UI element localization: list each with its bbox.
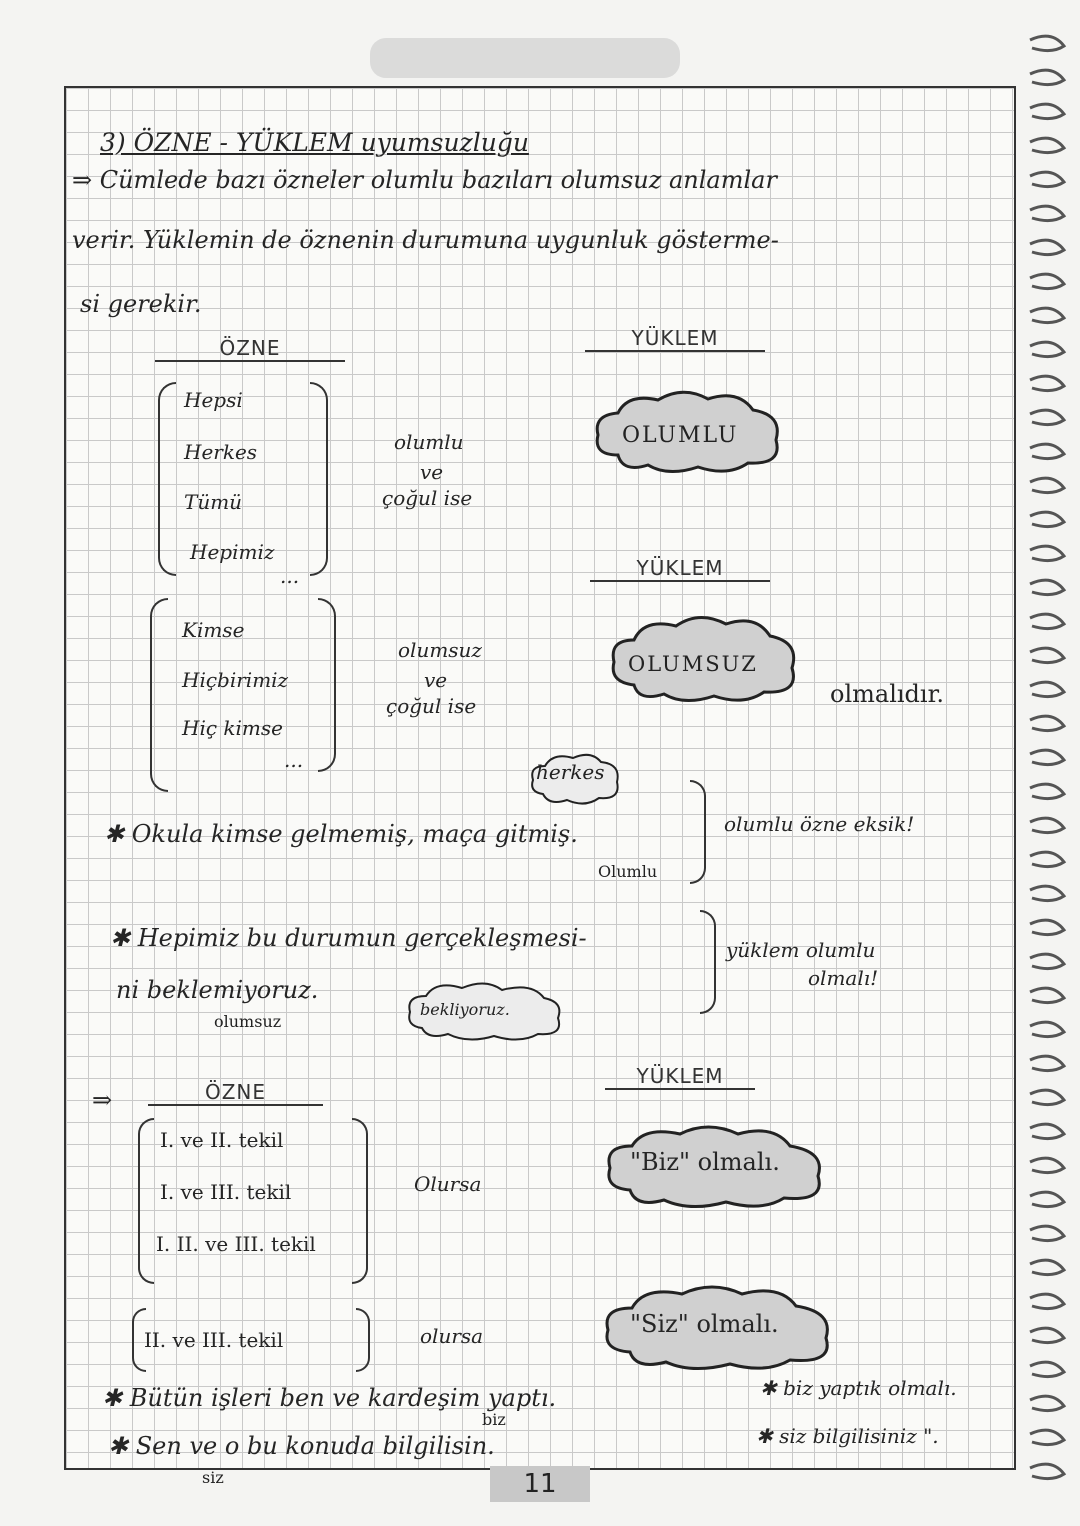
condition-text: çoğul ise [386, 694, 477, 718]
spiral-ring [1030, 1192, 1064, 1206]
example-fix: ✱ biz yaptık olmalı. [760, 1376, 957, 1400]
spiral-ring [1030, 1090, 1064, 1104]
cloud-text: bekliyoruz. [420, 1000, 510, 1019]
ozne-header: ÖZNE [148, 1080, 323, 1106]
example-note: olumlu özne eksik! [724, 812, 915, 836]
spiral-ring [1030, 1328, 1064, 1342]
spiral-ring [1030, 172, 1064, 186]
spiral-ring [1030, 1226, 1064, 1240]
example-sentence: ✱ Hepimiz bu durumun gerçekleşmesi- [110, 924, 587, 952]
cloud-text: "Biz" olmalı. [630, 1148, 780, 1176]
spiral-ring [1030, 478, 1064, 492]
condition-text: çoğul ise [382, 486, 473, 510]
spiral-ring [1030, 988, 1064, 1002]
subject-item: Hiç kimse [182, 716, 283, 740]
spiral-ring [1030, 512, 1064, 526]
spiral-ring [1030, 138, 1064, 152]
subject-item: Kimse [182, 618, 245, 642]
spiral-ring [1030, 206, 1064, 220]
spiral-ring [1030, 274, 1064, 288]
spiral-ring [1030, 920, 1064, 934]
subject-item: Hepimiz [190, 540, 275, 564]
spiral-ring [1030, 36, 1064, 50]
example-note: olmalı! [808, 966, 879, 990]
spiral-ring [1030, 1294, 1064, 1308]
condition-text: olumlu [394, 430, 464, 454]
spiral-ring [1030, 1464, 1064, 1478]
yuklem-header-2: YÜKLEM [590, 556, 770, 582]
condition-text: olursa [420, 1324, 484, 1348]
spiral-ring [1030, 818, 1064, 832]
spiral-ring [1030, 682, 1064, 696]
spiral-ring [1030, 1362, 1064, 1376]
yuklem-header-3: YÜKLEM [605, 1064, 755, 1090]
cloud-text: herkes [536, 760, 605, 784]
spiral-ring [1030, 342, 1064, 356]
subject-item: I. II. ve III. tekil [156, 1232, 316, 1256]
spiral-ring [1030, 240, 1064, 254]
right-brace [318, 598, 336, 772]
page-number: 11 [490, 1466, 590, 1502]
example-sentence: ✱ Okula kimse gelmemiş, maça gitmiş. [104, 820, 578, 848]
spiral-ring [1030, 376, 1064, 390]
subject-item: I. ve III. tekil [160, 1180, 292, 1204]
right-brace [690, 780, 706, 884]
intro-line-3: si gerekir. [80, 290, 202, 318]
left-brace [138, 1118, 154, 1284]
spiral-ring [1030, 614, 1064, 628]
spiral-ring [1030, 852, 1064, 866]
example-note: yüklem olumlu [726, 938, 876, 962]
example-label: siz [202, 1468, 224, 1487]
condition-text: ve [420, 460, 444, 484]
ozne-header: ÖZNE [155, 336, 345, 362]
spiral-ring [1030, 580, 1064, 594]
ellipsis: ... [280, 564, 300, 588]
example-sentence: ni beklemiyoruz. [116, 976, 319, 1004]
right-brace [356, 1308, 370, 1372]
spiral-ring [1030, 308, 1064, 322]
subject-item: Herkes [184, 440, 258, 464]
spiral-ring [1030, 784, 1064, 798]
spiral-ring [1030, 70, 1064, 84]
paper-tab [370, 38, 680, 78]
subject-item: II. ve III. tekil [144, 1328, 284, 1352]
example-sentence: ✱ Sen ve o bu konuda bilgilisin. [108, 1432, 495, 1460]
example-label: olumsuz [214, 1012, 282, 1031]
spiral-ring [1030, 886, 1064, 900]
condition-text: olumsuz [398, 638, 482, 662]
page-title: 3) ÖZNE - YÜKLEM uyumsuzluğu [100, 128, 529, 157]
right-brace [352, 1118, 368, 1284]
subject-item: Hepsi [184, 388, 243, 412]
spiral-ring [1030, 1396, 1064, 1410]
right-brace [310, 382, 328, 576]
spiral-ring [1030, 1260, 1064, 1274]
condition-text: Olursa [414, 1172, 482, 1196]
spiral-ring [1030, 444, 1064, 458]
spiral-ring [1030, 1124, 1064, 1138]
olmalidir-text: olmalıdır. [830, 680, 945, 708]
cloud-text: OLUMLU [622, 423, 739, 448]
intro-line-2: verir. Yüklemin de öznenin durumuna uygunluk gösterme- [72, 226, 779, 254]
spiral-ring [1030, 648, 1064, 662]
spiral-ring [1030, 954, 1064, 968]
cloud-text: OLUMSUZ [628, 652, 758, 676]
spiral-ring [1030, 546, 1064, 560]
spiral-binding [1022, 20, 1072, 1490]
spiral-ring [1030, 104, 1064, 118]
spiral-ring [1030, 1056, 1064, 1070]
arrow-icon: ⇒ [92, 1086, 113, 1114]
subject-item: I. ve II. tekil [160, 1128, 284, 1152]
spiral-ring [1030, 410, 1064, 424]
subject-item: Tümü [184, 490, 243, 514]
spiral-ring [1030, 716, 1064, 730]
example-fix: ✱ siz bilgilisiniz ". [756, 1424, 939, 1448]
spiral-ring [1030, 1022, 1064, 1036]
example-label: Olumlu [598, 862, 658, 881]
spiral-ring [1030, 1430, 1064, 1444]
spiral-ring [1030, 750, 1064, 764]
right-brace [700, 910, 716, 1014]
subject-item: Hiçbirimiz [182, 668, 289, 692]
intro-line-1: ⇒ Cümlede bazı özneler olumlu bazıları olumsuz anlamlar [72, 166, 777, 194]
left-brace [150, 598, 168, 792]
condition-text: ve [424, 668, 448, 692]
spiral-ring [1030, 1158, 1064, 1172]
yuklem-header-1: YÜKLEM [585, 326, 765, 352]
cloud-text: "Siz" olmalı. [630, 1310, 779, 1338]
ellipsis: ... [284, 748, 304, 772]
left-brace [158, 382, 176, 576]
example-sentence: ✱ Bütün işleri ben ve kardeşim yaptı. [102, 1384, 557, 1412]
example-label: biz [482, 1410, 506, 1429]
